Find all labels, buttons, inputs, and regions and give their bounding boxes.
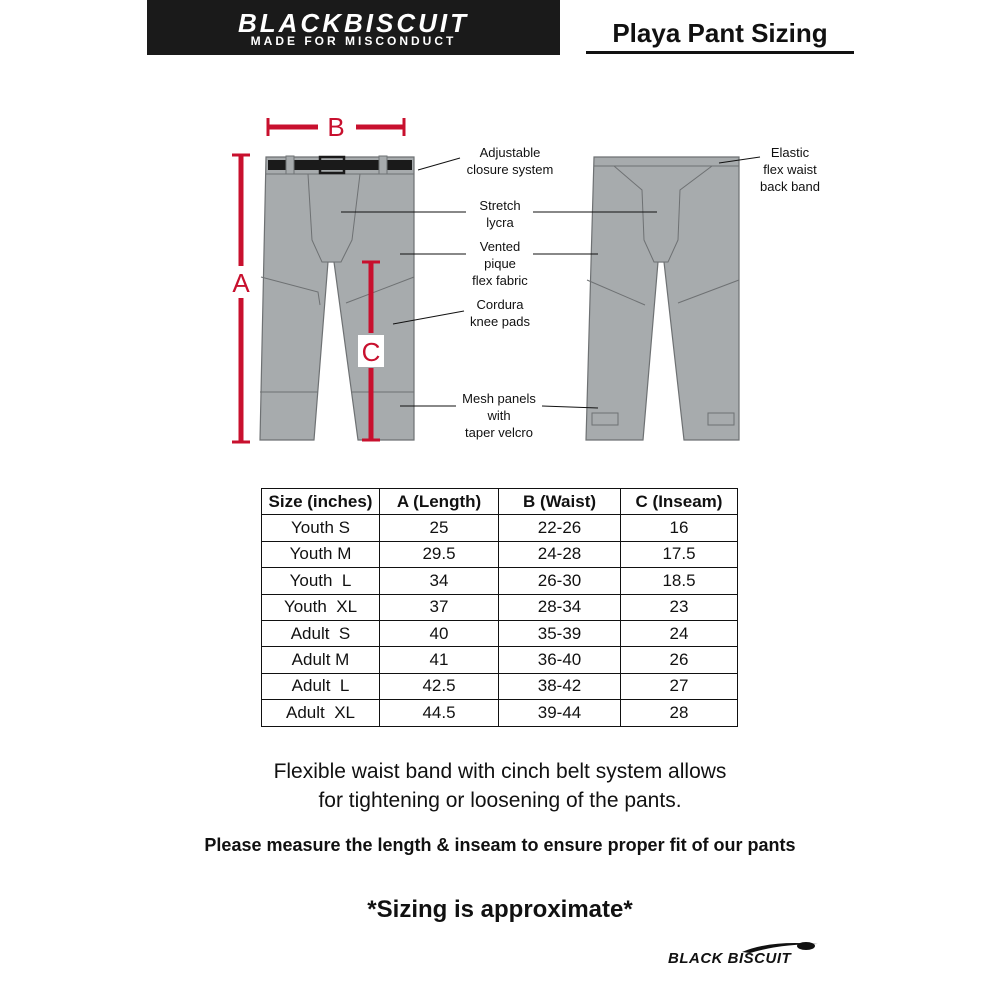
table-row [262,673,738,699]
footer-brand-name: BLACK BISCUIT [668,950,792,967]
waist-cell: 28-34 [499,594,621,620]
header-waist: B (Waist) [499,489,621,515]
table-row [262,647,738,673]
waistband-note-line1: Flexible waist band with cinch belt system allows [273,760,727,783]
header-size: Size (inches) [262,489,380,515]
waist-cell: 39-44 [499,700,621,726]
sizing-disclaimer: *Sizing is approximate* [367,896,633,923]
front-pant [260,156,414,440]
inseam-cell: 26 [621,647,738,673]
size-cell: Adult XL [262,700,380,726]
inseam-cell: 24 [621,620,738,646]
header-length: A (Length) [380,489,499,515]
size-cell: Adult L [262,673,380,699]
inseam-cell: 28 [621,700,738,726]
size-cell: Youth M [262,541,380,567]
size-cell: Adult S [262,620,380,646]
table-row [262,541,738,567]
inseam-cell: 23 [621,594,738,620]
table-row [262,515,738,541]
measure-instruction: Please measure the length & inseam to ensure proper fit of our pants [204,835,796,855]
table-row [262,594,738,620]
table-row [262,568,738,594]
measure-a-label: A [232,268,250,298]
waist-cell: 36-40 [499,647,621,673]
callout-cordura: Cordura knee pads [470,297,530,329]
size-cell: Youth L [262,568,380,594]
length-cell: 29.5 [380,541,499,567]
size-table [261,488,738,727]
size-cell: Youth XL [262,594,380,620]
brand-tagline: MADE FOR MISCONDUCT [250,34,457,48]
belt-loop-left [286,156,294,174]
callout-mesh-panels: Mesh panels with taper velcro [462,391,536,440]
measure-a [232,155,250,442]
waist-cell: 26-30 [499,568,621,594]
waist-cell: 35-39 [499,620,621,646]
size-cell: Adult M [262,647,380,673]
callout-stretch-lycra: Stretch lycra [479,198,521,230]
table-row [262,700,738,726]
length-cell: 41 [380,647,499,673]
inseam-cell: 16 [621,515,738,541]
length-cell: 42.5 [380,673,499,699]
length-cell: 34 [380,568,499,594]
measure-b [268,112,404,142]
footer-logo [668,940,823,980]
brand-logo: BLACKBISCUIT [238,8,469,38]
callout-adjustable-closure: Adjustable closure system [466,145,554,177]
belt-loop-right [379,156,387,174]
inseam-cell: 27 [621,673,738,699]
inseam-cell: 18.5 [621,568,738,594]
length-cell: 25 [380,515,499,541]
waist-cell: 38-42 [499,673,621,699]
back-pant [586,157,739,440]
callout-elastic-waist: Elastic flex waist back band [760,145,820,194]
table-row [262,620,738,646]
length-cell: 44.5 [380,700,499,726]
waist-cell: 24-28 [499,541,621,567]
size-cell: Youth S [262,515,380,541]
waist-cell: 22-26 [499,515,621,541]
header-inseam: C (Inseam) [621,489,738,515]
length-cell: 37 [380,594,499,620]
callout-vented-pique: Vented pique flex fabric [472,239,528,288]
waistband-note-line2: for tightening or loosening of the pants. [318,789,682,812]
measure-b-label: B [327,112,345,142]
length-cell: 40 [380,620,499,646]
measure-c-label: C [361,337,381,367]
page-title: Playa Pant Sizing [612,18,828,48]
table-header-row [262,489,738,515]
inseam-cell: 17.5 [621,541,738,567]
